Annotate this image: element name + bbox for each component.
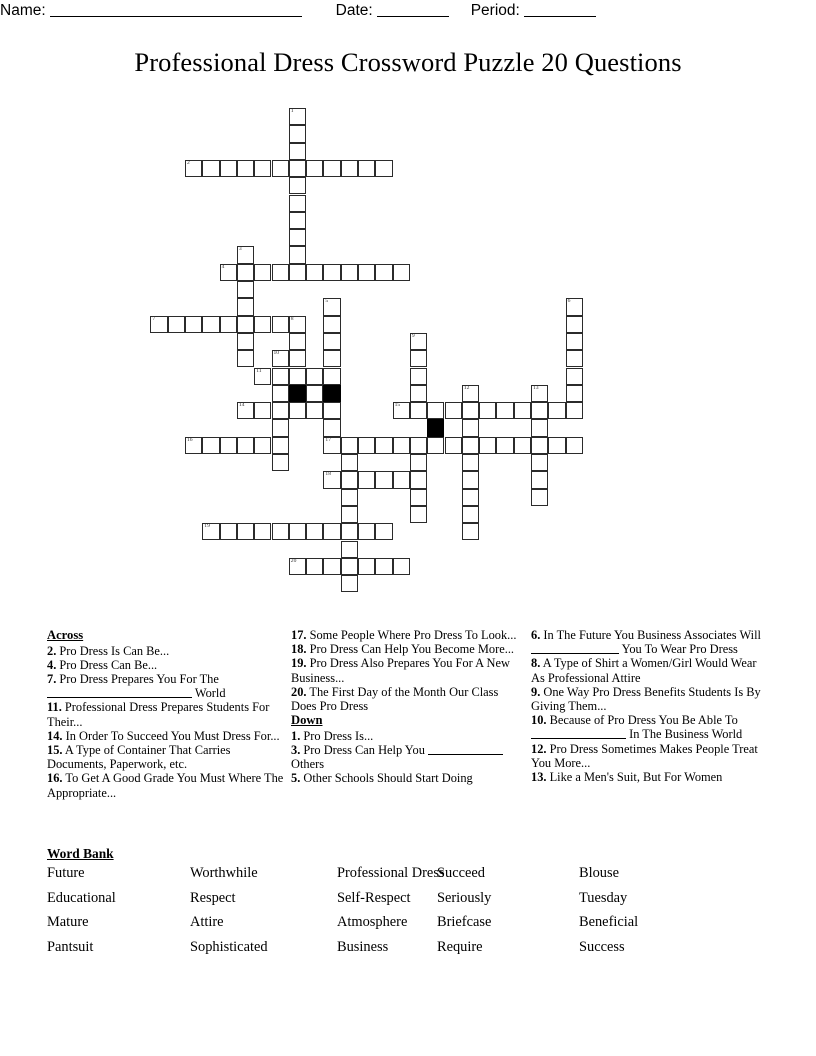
clue-text: A Type of Container That Carries Documents, Paperwork, etc.	[47, 742, 231, 772]
grid-cell[interactable]	[410, 368, 427, 385]
grid-cell[interactable]	[358, 437, 375, 454]
grid-cell-number: 10	[273, 350, 280, 357]
grid-cell[interactable]	[306, 385, 323, 402]
grid-cell[interactable]	[514, 402, 531, 419]
grid-cell-number: 20	[290, 557, 297, 564]
clue-text: A Type of Shirt a Women/Girl Would Wear As Professional Attire	[531, 656, 757, 685]
grid-cell-blocked	[323, 385, 340, 402]
clue-down-3	[291, 743, 526, 771]
grid-cell[interactable]	[289, 523, 306, 540]
grid-cell[interactable]	[306, 368, 323, 385]
grid-cell[interactable]	[289, 160, 306, 177]
clue-column-2	[291, 628, 526, 786]
grid-cell[interactable]	[358, 523, 375, 540]
clue-number: 1.	[291, 728, 301, 743]
clue-number: 20.	[291, 684, 307, 699]
grid-cell[interactable]	[479, 437, 496, 454]
grid-cell[interactable]	[272, 419, 289, 436]
clue-across-17	[291, 628, 526, 642]
clue-answer-blank[interactable]	[531, 728, 626, 739]
grid-cell[interactable]	[237, 333, 254, 350]
grid-cell[interactable]	[289, 143, 306, 160]
clue-text: Pro Dress Is...	[300, 728, 374, 743]
clue-text: Pro Dress Prepares You For The	[56, 671, 219, 686]
grid-cell[interactable]	[254, 264, 271, 281]
grid-cell[interactable]	[462, 454, 479, 471]
clue-across-18	[291, 642, 526, 656]
grid-cell[interactable]	[254, 437, 271, 454]
clue-number: 7.	[47, 671, 57, 686]
word-bank-item: Professional Dress	[337, 865, 445, 881]
grid-cell[interactable]	[306, 523, 323, 540]
word-bank-item: Blouse	[579, 865, 619, 881]
grid-cell[interactable]	[323, 419, 340, 436]
word-bank-item: Business	[337, 938, 389, 955]
grid-cell[interactable]	[237, 298, 254, 315]
grid-cell[interactable]	[410, 489, 427, 506]
grid-cell[interactable]	[393, 471, 410, 488]
word-bank-grid	[47, 866, 777, 955]
grid-cell[interactable]	[220, 316, 237, 333]
grid-cell-number: 16	[187, 436, 193, 443]
clue-across-11	[47, 700, 287, 728]
grid-cell[interactable]	[531, 454, 548, 471]
down-heading: Down	[291, 713, 323, 728]
clue-down-1	[291, 729, 526, 743]
grid-cell[interactable]	[531, 385, 548, 402]
grid-cell[interactable]	[272, 454, 289, 471]
grid-cell[interactable]	[566, 333, 583, 350]
clue-down-9	[531, 685, 771, 713]
grid-cell[interactable]	[272, 402, 289, 419]
grid-cell[interactable]	[531, 471, 548, 488]
grid-cell[interactable]	[323, 437, 340, 454]
grid-cell-number: 14	[238, 402, 245, 409]
grid-cell[interactable]	[427, 402, 444, 419]
clue-text-continued: Others	[291, 757, 325, 772]
clue-number: 16.	[47, 771, 63, 786]
grid-cell-number: 19	[204, 523, 210, 530]
grid-cell[interactable]	[254, 402, 271, 419]
grid-cell[interactable]	[185, 160, 202, 177]
clue-number: 12.	[531, 741, 547, 756]
grid-cell[interactable]	[168, 316, 185, 333]
grid-cell[interactable]	[272, 437, 289, 454]
grid-cell[interactable]	[393, 437, 410, 454]
grid-cell[interactable]	[375, 523, 392, 540]
grid-cell[interactable]	[220, 523, 237, 540]
word-bank-item: Require	[437, 938, 483, 955]
grid-cell[interactable]	[462, 385, 479, 402]
grid-cell[interactable]	[220, 160, 237, 177]
clue-across-2	[47, 644, 287, 658]
word-bank-section	[47, 845, 777, 955]
grid-cell[interactable]	[272, 160, 289, 177]
word-bank-item: Tuesday	[579, 889, 628, 906]
grid-cell-number: 2	[187, 159, 190, 166]
grid-cell[interactable]	[548, 437, 565, 454]
grid-cell[interactable]	[237, 523, 254, 540]
clue-text: One Way Pro Dress Benefits Students Is By Giving Them...	[531, 684, 761, 714]
clue-across-20	[291, 685, 526, 713]
grid-cell[interactable]	[220, 264, 237, 281]
grid-cell[interactable]	[341, 506, 358, 523]
grid-cell[interactable]	[220, 437, 237, 454]
date-blank-line[interactable]	[377, 2, 449, 17]
grid-cell[interactable]	[237, 402, 254, 419]
grid-cell[interactable]	[185, 316, 202, 333]
crossword-grid-container	[0, 104, 816, 624]
grid-cell-number: 15	[394, 402, 401, 409]
grid-cell[interactable]	[462, 437, 479, 454]
grid-cell[interactable]	[237, 350, 254, 367]
clue-text: Pro Dress Is Can Be...	[56, 643, 170, 658]
grid-cell[interactable]	[566, 437, 583, 454]
grid-cell[interactable]	[306, 558, 323, 575]
clue-column-1	[47, 628, 287, 800]
grid-cell[interactable]	[289, 212, 306, 229]
grid-cell[interactable]	[341, 523, 358, 540]
grid-cell[interactable]	[289, 402, 306, 419]
grid-cell[interactable]	[358, 264, 375, 281]
grid-cell[interactable]	[323, 264, 340, 281]
grid-cell[interactable]	[289, 246, 306, 263]
clue-down-6	[531, 628, 771, 656]
grid-cell[interactable]	[341, 558, 358, 575]
grid-cell[interactable]	[323, 333, 340, 350]
grid-cell[interactable]	[254, 160, 271, 177]
grid-cell[interactable]	[289, 125, 306, 142]
grid-cell[interactable]	[323, 471, 340, 488]
clue-down-5	[291, 771, 526, 785]
clue-across-19	[291, 656, 526, 684]
grid-cell[interactable]	[254, 316, 271, 333]
clue-text: The First Day of the Month Our Class Does Pro Dress	[291, 684, 499, 714]
word-bank-item: Pantsuit	[47, 938, 94, 955]
grid-cell[interactable]	[237, 316, 254, 333]
word-bank-item: Attire	[190, 914, 224, 930]
grid-cell[interactable]	[202, 523, 219, 540]
grid-cell[interactable]	[323, 298, 340, 315]
grid-cell-number: 3	[238, 246, 242, 253]
grid-cell-number: 7	[152, 315, 156, 322]
clue-down-12	[531, 742, 771, 770]
clue-number: 8.	[531, 656, 541, 671]
clue-down-10	[531, 713, 771, 741]
clue-answer-blank[interactable]	[531, 643, 619, 654]
clue-number: 11.	[47, 700, 62, 715]
grid-cell[interactable]	[254, 368, 271, 385]
clue-number: 5.	[291, 771, 301, 786]
grid-cell[interactable]	[514, 437, 531, 454]
clue-number: 14.	[47, 728, 63, 743]
grid-cell[interactable]	[323, 316, 340, 333]
word-bank-item: Self-Respect	[337, 889, 411, 906]
clue-number: 19.	[291, 656, 307, 671]
grid-cell[interactable]	[289, 333, 306, 350]
grid-cell[interactable]	[272, 385, 289, 402]
clue-answer-blank[interactable]	[47, 687, 192, 698]
grid-cell[interactable]	[237, 246, 254, 263]
grid-cell-number: 12	[463, 384, 470, 391]
grid-cell[interactable]	[445, 402, 462, 419]
clue-text: Pro Dress Sometimes Makes People Treat You More...	[531, 741, 758, 770]
grid-cell[interactable]	[566, 350, 583, 367]
clue-text-continued: World	[192, 686, 226, 701]
name-label: Name:	[0, 2, 46, 19]
clue-number: 10.	[531, 713, 547, 728]
grid-cell-number: 4	[221, 263, 225, 270]
grid-cell[interactable]	[289, 350, 306, 367]
grid-cell[interactable]	[289, 177, 306, 194]
grid-cell[interactable]	[289, 316, 306, 333]
grid-cell[interactable]	[272, 523, 289, 540]
grid-cell[interactable]	[358, 558, 375, 575]
grid-cell-number: 9	[411, 332, 415, 339]
clue-number: 6.	[531, 628, 541, 642]
name-blank-line[interactable]	[50, 2, 302, 17]
grid-cell[interactable]	[496, 437, 513, 454]
grid-cell[interactable]	[445, 437, 462, 454]
grid-cell[interactable]	[289, 558, 306, 575]
grid-cell[interactable]	[341, 264, 358, 281]
grid-cell[interactable]	[289, 264, 306, 281]
word-bank-item: Worthwhile	[190, 865, 258, 881]
clue-number: 4.	[47, 657, 57, 672]
grid-cell[interactable]	[358, 471, 375, 488]
grid-cell[interactable]	[410, 454, 427, 471]
grid-cell[interactable]	[462, 471, 479, 488]
grid-cell[interactable]	[341, 160, 358, 177]
grid-cell[interactable]	[306, 402, 323, 419]
grid-cell[interactable]	[237, 437, 254, 454]
grid-cell[interactable]	[375, 471, 392, 488]
word-bank-item: Seriously	[437, 889, 492, 906]
grid-cell[interactable]	[427, 437, 444, 454]
grid-cell[interactable]	[323, 523, 340, 540]
grid-cell[interactable]	[410, 471, 427, 488]
grid-cell[interactable]	[237, 160, 254, 177]
grid-cell[interactable]	[410, 437, 427, 454]
across-heading: Across	[47, 628, 84, 642]
grid-cell[interactable]	[289, 195, 306, 212]
clue-text-continued: You To Wear Pro Dress	[619, 642, 738, 657]
grid-cell-number: 5	[325, 298, 329, 305]
grid-cell[interactable]	[531, 437, 548, 454]
grid-cell-number: 17	[325, 436, 331, 443]
grid-cell[interactable]	[202, 160, 219, 177]
grid-cell[interactable]	[531, 419, 548, 436]
clue-number: 15.	[47, 742, 63, 757]
word-bank-item: Atmosphere	[337, 914, 408, 930]
grid-cell[interactable]	[272, 350, 289, 367]
clue-answer-blank[interactable]	[428, 744, 503, 755]
grid-cell[interactable]	[566, 298, 583, 315]
grid-cell-number: 1	[290, 108, 294, 114]
grid-cell[interactable]	[462, 523, 479, 540]
grid-cell[interactable]	[289, 229, 306, 246]
clue-number: 9.	[531, 684, 541, 699]
grid-cell[interactable]	[410, 333, 427, 350]
clue-across-7	[47, 672, 287, 700]
clue-number: 3.	[291, 742, 301, 757]
grid-cell[interactable]	[531, 402, 548, 419]
clue-number: 18.	[291, 642, 307, 657]
grid-cell[interactable]	[323, 402, 340, 419]
grid-cell[interactable]	[254, 523, 271, 540]
clue-number: 2.	[47, 643, 57, 658]
grid-cell[interactable]	[410, 402, 427, 419]
clue-text: Professional Dress Prepares Students For Their...	[47, 700, 270, 729]
clue-text: In The Future You Business Associates Will	[540, 628, 762, 642]
clue-text-continued: In The Business World	[626, 727, 743, 742]
grid-cell[interactable]	[462, 506, 479, 523]
word-bank-item: Respect	[190, 889, 236, 906]
clue-across-16	[47, 771, 287, 799]
period-label: Period:	[470, 2, 520, 19]
word-bank-item: Briefcase	[437, 914, 492, 930]
word-bank-item: Succeed	[437, 865, 485, 881]
grid-cell[interactable]	[410, 350, 427, 367]
grid-cell[interactable]	[323, 160, 340, 177]
clue-text: Other Schools Should Start Doing	[300, 771, 473, 786]
word-bank-item: Sophisticated	[190, 938, 268, 955]
grid-cell[interactable]	[323, 368, 340, 385]
grid-cell[interactable]	[202, 316, 219, 333]
grid-cell-number: 8	[290, 315, 294, 322]
grid-cell-blocked	[427, 419, 444, 436]
grid-cell[interactable]	[272, 264, 289, 281]
grid-cell[interactable]	[375, 264, 392, 281]
clue-text: Pro Dress Can Help You	[300, 742, 425, 757]
grid-cell[interactable]	[289, 108, 306, 125]
grid-cell[interactable]	[150, 316, 167, 333]
grid-cell[interactable]	[237, 281, 254, 298]
grid-cell[interactable]	[375, 437, 392, 454]
clue-text: To Get A Good Grade You Must Where The Appropriate...	[47, 771, 284, 800]
grid-cell[interactable]	[462, 419, 479, 436]
clue-number: 17.	[291, 628, 307, 642]
grid-cell[interactable]	[479, 402, 496, 419]
clue-text: Because of Pro Dress You Be Able To	[546, 713, 738, 728]
grid-cell[interactable]	[289, 368, 306, 385]
grid-cell[interactable]	[358, 160, 375, 177]
grid-cell[interactable]	[341, 454, 358, 471]
clue-down-8	[531, 656, 771, 684]
grid-cell[interactable]	[393, 402, 410, 419]
grid-cell-number: 18	[325, 471, 331, 478]
grid-cell[interactable]	[306, 160, 323, 177]
grid-cell[interactable]	[341, 541, 358, 558]
grid-cell[interactable]	[410, 385, 427, 402]
grid-cell[interactable]	[566, 368, 583, 385]
grid-cell[interactable]	[410, 506, 427, 523]
grid-cell[interactable]	[341, 575, 358, 592]
grid-cell[interactable]	[566, 385, 583, 402]
clue-text: Some People Where Pro Dress To Look...	[306, 628, 517, 642]
clue-down-13	[531, 770, 771, 784]
grid-cell[interactable]	[341, 489, 358, 506]
grid-cell[interactable]	[375, 558, 392, 575]
period-blank-line[interactable]	[524, 2, 596, 17]
grid-cell[interactable]	[272, 368, 289, 385]
grid-cell[interactable]	[185, 437, 202, 454]
grid-cell[interactable]	[566, 316, 583, 333]
grid-cell-number: 6	[567, 298, 571, 305]
clue-text: Like a Men's Suit, But For Women	[546, 770, 723, 785]
grid-cell[interactable]	[341, 437, 358, 454]
grid-cell-number: 13	[533, 384, 539, 391]
word-bank-item: Beneficial	[579, 914, 639, 930]
grid-cell-number: 11	[256, 367, 262, 374]
clue-text: Pro Dress Can Be...	[56, 657, 158, 672]
word-bank-item: Future	[47, 865, 85, 881]
grid-cell[interactable]	[462, 489, 479, 506]
grid-cell[interactable]	[548, 402, 565, 419]
clue-column-3	[531, 628, 771, 784]
grid-cell[interactable]	[375, 160, 392, 177]
clue-text: Pro Dress Can Help You Become More...	[306, 642, 515, 657]
grid-cell[interactable]	[323, 350, 340, 367]
clues-section	[0, 628, 816, 836]
word-bank-item: Mature	[47, 914, 89, 930]
grid-cell[interactable]	[272, 316, 289, 333]
clue-across-14	[47, 729, 287, 743]
worksheet-header	[0, 2, 816, 28]
grid-cell[interactable]	[237, 264, 254, 281]
word-bank-item: Educational	[47, 889, 116, 906]
word-bank-heading: Word Bank	[47, 846, 114, 861]
grid-cell[interactable]	[341, 471, 358, 488]
grid-cell[interactable]	[393, 264, 410, 281]
grid-cell[interactable]	[306, 264, 323, 281]
grid-cell[interactable]	[462, 402, 479, 419]
page-title: Professional Dress Crossword Puzzle 20 Questions	[134, 47, 682, 77]
clue-across-15	[47, 743, 287, 771]
clue-text: In Order To Succeed You Must Dress For...	[62, 728, 280, 743]
date-label: Date:	[335, 2, 373, 19]
grid-cell[interactable]	[496, 402, 513, 419]
word-bank-item: Success	[579, 938, 625, 955]
grid-cell-blocked	[289, 385, 306, 402]
grid-cell[interactable]	[393, 558, 410, 575]
grid-cell[interactable]	[566, 402, 583, 419]
grid-cell[interactable]	[202, 437, 219, 454]
clue-across-4	[47, 658, 287, 672]
grid-cell[interactable]	[531, 489, 548, 506]
grid-cell[interactable]	[323, 558, 340, 575]
clue-number: 13.	[531, 770, 547, 785]
clue-text: Pro Dress Also Prepares You For A New Business...	[291, 656, 510, 685]
